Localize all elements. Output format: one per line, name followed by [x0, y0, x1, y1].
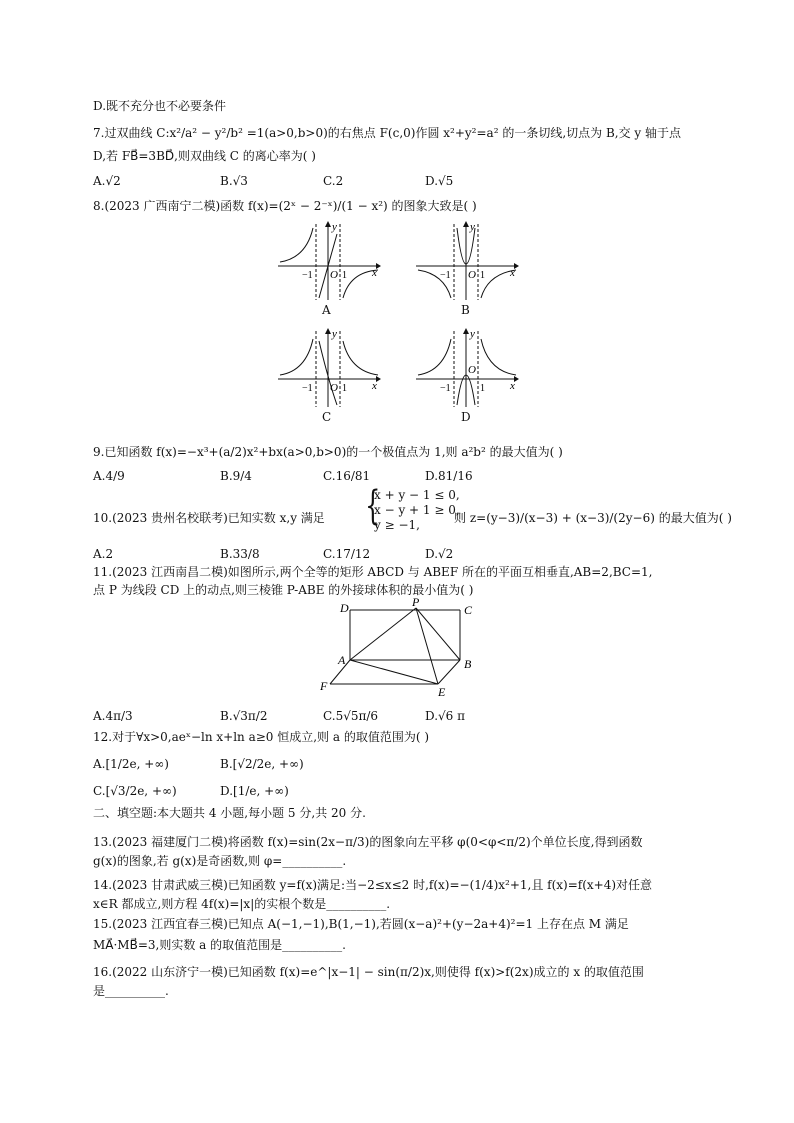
graph-a-one: 1 [342, 270, 347, 281]
graph-b-origin: O [468, 269, 476, 281]
fig11-label-c: C [464, 603, 473, 617]
question-14-line1: 14.(2023 甘肃武威三模)已知函数 y=f(x)满足:当−2≤x≤2 时,f(x)=−(1/4)x²+1,且 f(x)=f(x+4)对任意 [93, 878, 653, 892]
graph-c-x: x [372, 380, 377, 392]
q9-option-b: B.9/4 [220, 469, 252, 483]
q10-option-a: A.2 [93, 547, 114, 561]
fig11-label-e: E [438, 685, 446, 698]
question-16-line2: 是__________. [93, 984, 169, 998]
q12-option-a: A.[1/2e, +∞) [93, 757, 169, 771]
question-7-line2: D,若 FB⃗=3BD⃗,则双曲线 C 的离心率为( ) [93, 149, 316, 163]
q10-tail: 则 z=(y−3)/(x−3) + (x−3)/(2y−6) 的最大值为( ) [454, 511, 732, 525]
graph-d [414, 327, 520, 409]
graph-d-y: y [470, 328, 475, 340]
q12-option-d: D.[1/e, +∞) [220, 784, 289, 798]
graph-c-origin: O [330, 382, 338, 394]
graph-d-one: 1 [480, 383, 485, 394]
prev-option-d: D.既不充分也不必要条件 [93, 99, 227, 113]
question-16-line1: 16.(2022 山东济宁一模)已知函数 f(x)=e^|x−1| − sin(π/2)x,则使得 f(x)>f(2x)成立的 x 的取值范围 [93, 965, 644, 979]
q10-system-1: x + y − 1 ≤ 0, [374, 488, 460, 502]
graph-b-x: x [510, 267, 515, 279]
q10-system-2: x − y + 1 ≥ 0, [374, 503, 460, 517]
question-12: 12.对于∀x>0,aeˣ−ln x+ln a≥0 恒成立,则 a 的取值范围为( ) [93, 730, 430, 744]
graph-c-one: 1 [342, 383, 347, 394]
graph-d-origin: O [468, 364, 476, 376]
question-15-line2: MA⃗·MB⃗=3,则实数 a 的取值范围是__________. [93, 938, 346, 952]
q7-option-c: C.2 [323, 174, 344, 188]
q12-option-c: C.[√3/2e, +∞) [93, 784, 177, 798]
question-7-line1: 7.过双曲线 C:x²/a² − y²/b² =1(a>0,b>0)的右焦点 F(c,0)作圆 x²+y²=a² 的一条切线,切点为 B,交 y 轴于点 [93, 126, 681, 140]
fig11-label-b: B [464, 657, 472, 671]
q11-option-d: D.√6 π [425, 709, 465, 723]
q10-option-d: D.√2 [425, 547, 454, 561]
section-2-heading: 二、填空题:本大题共 4 小题,每小题 5 分,共 20 分. [93, 806, 366, 820]
fig11-label-a: A [338, 653, 346, 667]
graph-d-neg-one: −1 [440, 383, 451, 394]
graph-c-caption: C [322, 410, 332, 424]
graph-b-one: 1 [480, 270, 485, 281]
q9-option-c: C.16/81 [323, 469, 371, 483]
graph-a-caption: A [322, 303, 331, 317]
graph-b-y: y [470, 221, 475, 233]
q11-option-c: C.5√5π/6 [323, 709, 379, 723]
q10-option-b: B.33/8 [220, 547, 260, 561]
graph-a-origin: O [330, 269, 338, 281]
graph-c-y: y [332, 328, 337, 340]
q9-option-d: D.81/16 [425, 469, 473, 483]
q7-option-a: A.√2 [93, 174, 121, 188]
q10-brace: { [365, 483, 381, 529]
graph-b-caption: B [461, 303, 470, 317]
q11-option-b: B.√3π/2 [220, 709, 268, 723]
question-13-line1: 13.(2023 福建厦门二模)将函数 f(x)=sin(2x−π/3)的图象向左平移 φ(0<φ<π/2)个单位长度,得到函数 [93, 835, 643, 849]
graph-a-y: y [332, 221, 337, 233]
q10-system-3: y ≥ −1, [374, 518, 420, 532]
question-10: 10.(2023 贵州名校联考)已知实数 x,y 满足 [93, 511, 325, 525]
graph-c [276, 327, 382, 409]
graph-b-neg-one: −1 [440, 270, 451, 281]
fig11-label-f: F [320, 679, 328, 693]
question-14-line2: x∈R 都成立,则方程 4f(x)=|x|的实根个数是__________. [93, 897, 391, 911]
graph-c-neg-one: −1 [302, 383, 313, 394]
question-13-line2: g(x)的图象,若 g(x)是奇函数,则 φ=__________. [93, 854, 347, 868]
q7-option-b: B.√3 [220, 174, 248, 188]
graph-a-neg-one: −1 [302, 270, 313, 281]
q11-option-a: A.4π/3 [93, 709, 133, 723]
graph-a [276, 220, 382, 302]
question-9: 9.已知函数 f(x)=−x³+(a/2)x²+bx(a>0,b>0)的一个极值点为 1,则 a²b² 的最大值为( ) [93, 445, 563, 459]
graph-b [414, 220, 520, 302]
figure-11-pyramid [320, 598, 480, 698]
graph-d-caption: D [461, 410, 471, 424]
q12-option-b: B.[√2/2e, +∞) [220, 757, 304, 771]
q7-option-d: D.√5 [425, 174, 454, 188]
graph-d-x: x [510, 380, 515, 392]
question-11-line1: 11.(2023 江西南昌二模)如图所示,两个全等的矩形 ABCD 与 ABEF 所在的平面互相垂直,AB=2,BC=1, [93, 565, 653, 579]
q9-option-a: A.4/9 [93, 469, 125, 483]
question-15-line1: 15.(2023 江西宜春三模)已知点 A(−1,−1),B(1,−1),若圆(x−a)²+(y−2a+4)²=1 上存在点 M 满足 [93, 917, 629, 931]
question-11-line2: 点 P 为线段 CD 上的动点,则三棱锥 P-ABE 的外接球体积的最小值为( ) [93, 583, 474, 597]
question-8: 8.(2023 广西南宁二模)函数 f(x)=(2ˣ − 2⁻ˣ)/(1 − x²) 的图象大致是( ) [93, 199, 477, 213]
fig11-label-d: D [340, 601, 349, 615]
graph-a-x: x [372, 267, 377, 279]
q10-option-c: C.17/12 [323, 547, 371, 561]
fig11-label-p: P [412, 598, 420, 609]
